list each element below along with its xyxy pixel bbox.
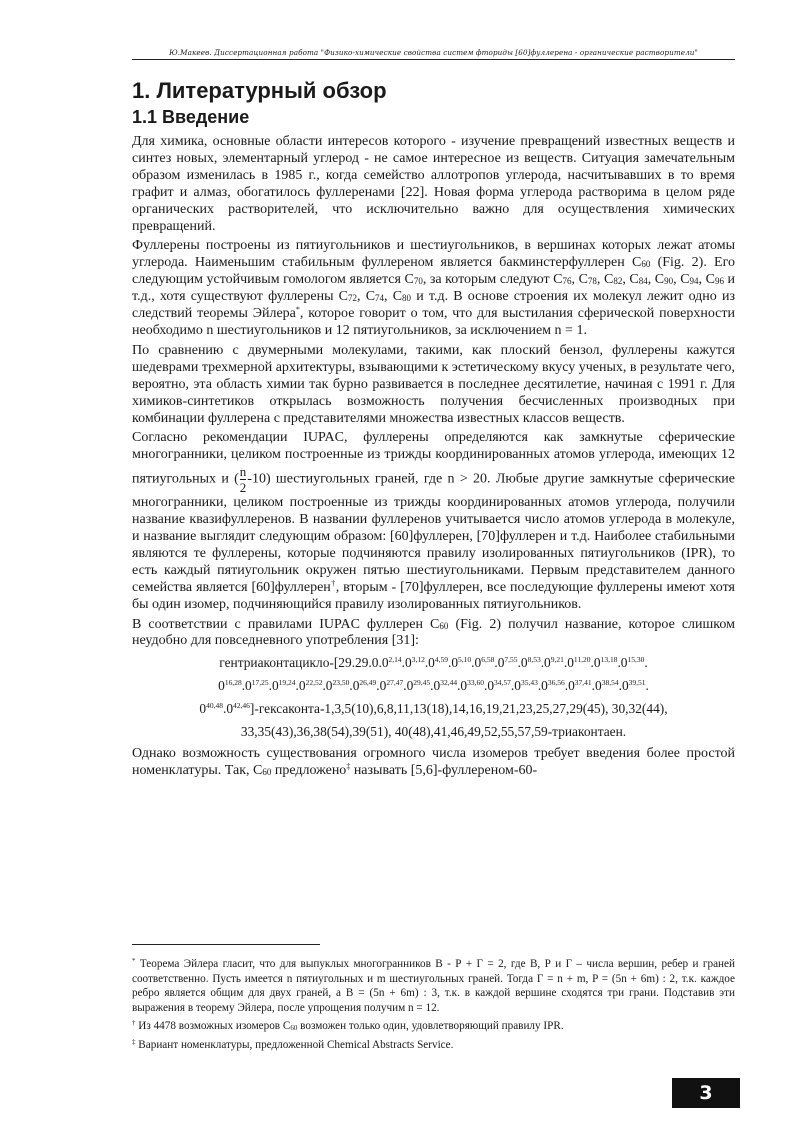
footnote-1: * Теорема Эйлера гласит, что для выпуклых многогранников В - Р + Г = 2, где В, Р и Г – числа вершин, ребер и граней соответственно. Пусть имеется n пятиугольных и m шестиугольных граней. Тогда Г = n + m, P = (5n + 6m) : 2, т.к. каждое ребро является общим для двух граней, а В = (5n + 6m) : 3, т.к. в каждой вершине сходятся три грани. Подставив эти выражения в теорему Эйлера, после упрощения получим n = 12. xyxy=(132,957,735,1014)
formula-line-1: гентриаконтацикло-[29.29.0.0$^{2,14}$.0$^{3,12}$.0$^{4,59}$.0$^{5,10}$.0$^{6,58}$.0$^{7,55}$.0$^{8,53}$.0$^{9,21}$.0$^{11,20}$.0$^{13,18}$.0$^{15,30}$. xyxy=(219,655,648,671)
running-header: Ю.Макеев. Диссертационная работа "Физико-химические свойства систем фториды [60]фуллерена - органические растворители" xyxy=(169,48,698,57)
footnote-mark-1: * xyxy=(295,305,300,315)
paragraph-2: Фуллерены построены из пятиугольников и шестиугольников, в вершинах которых лежат атомы углерода. Наименьшим стабильным фуллереном является бакминстерфуллерен $C_{60}$ (Fig. 2). Его следующим устойчивым гомологом является $C_{70}$, за которым следуют $C_{76}$, $C_{78}$, $C_{82}$, $C_{84}$, $C_{90}$, $C_{94}$, $C_{96}$ и т.д., хотя существуют фуллерены $C_{72}$, $C_{74}$, $C_{80}$ и т.д. В основе строения их молекул лежит одно из следствий теоремы Эйлера*, которое говорит о том, что для выстилания сферической поверхности необходимо n шестиугольников и 12 пятиугольников, за исключением n = 1. xyxy=(132,238,735,338)
formula-line-4: 33,35(43),36,38(54),39(51), 40(48),41,46,49,52,55,57,59-триаконтаен. xyxy=(240,724,627,740)
footnote-3: ‡ Вариант номенклатуры, предложенной Chemical Abstracts Service. xyxy=(132,1037,454,1051)
subsection-title: 1.1 Введение xyxy=(132,107,250,127)
section-title: 1. Литературный обзор xyxy=(132,78,387,103)
paragraph-1: Для химика, основные области интересов которого - изучение превращений известных веществ и синтез новых, элементарный углерод - не самое интересное из веществ. Ситуация замечательным образом изменилась в 1985 г., когда семейство аллотропов углерода, насчитывавших в то время графит и алмаз, обогатилось фуллеренами [22]. Новая форма углерода растворима в целом ряде органических растворителей, что исключительно важно для осуществления химических превращений. xyxy=(132,134,735,234)
paragraph-5: В соответствии с правилами IUPAC фуллерен $C_{60}$ (Fig. 2) получил название, которое слишком неудобно для повседневного употребления [31]: xyxy=(132,616,735,649)
footnotes xyxy=(132,957,735,1057)
iupac-formula xyxy=(132,653,735,742)
paragraph-3: По сравнению с двумерными молекулами, такими, как плоский бензол, фуллерены кажутся шедеврами трехмерной архитектуры, взывающими к эстетическому вкусу ученых, в результате чего, вероятно, эта область химии так бурно развивается в последнее десятилетие, начиная с 1991 г. Для химиков-синтетиков открылась возможность получения бесчисленных производных при комбинации фуллерена с представителями множества известных классов веществ. xyxy=(132,342,735,426)
footnote-mark-3: ‡ xyxy=(346,762,351,772)
footnote-rule xyxy=(132,944,320,945)
header-rule xyxy=(132,59,735,60)
footnote-2: † Из 4478 возможных изомеров $C_{60}$ возможен только один, удовлетворяющий правилу IPR. xyxy=(132,1019,564,1033)
footnote-mark-2: † xyxy=(330,578,336,588)
body-text xyxy=(132,134,735,783)
formula-line-2: 0$^{16,28}$.0$^{17,25}$.0$^{19,24}$.0$^{22,52}$.0$^{23,50}$.0$^{26,49}$.0$^{27,47}$.0$^{29,45}$.0$^{32,44}$.0$^{33,60}$.0$^{34,57}$.0$^{35,43}$.0$^{36,56}$.0$^{37,41}$.0$^{38,54}$.0$^{39,51}$. xyxy=(218,678,649,694)
page-number: 3 xyxy=(672,1078,740,1108)
paragraph-4: Согласно рекомендации IUPAC, фуллерены определяются как замкнутые сферические многогранники, целиком построенные из трижды координированных атомов углерода, имеющих 12 пятиугольных и ( $\frac{n}{2}$ -10) шестиугольных граней, где n > 20. Любые другие замкнутые сферические многогранники, целиком построенные из трижды координированных атомов углерода, получили название квазифуллеренов. В названии фуллеренов учитывается число атомов углерода в молекуле, и название выглядит следующим образом: [60]фуллерен, [70]фуллерен и т.д. Наиболее стабильными являются те фуллерены, которые подчиняются правилу изолированных пятиугольников (IPR), то есть каждый пятиугольник окружен пятью шестиугольниками. Первым представителем данного семейства является [60]фуллерен†, вторым - [70]фуллерен, все последующие фуллерены имеют хотя бы один изомер, подчиняющийся правилу изолированных пятиугольников. xyxy=(132,430,735,612)
formula-line-3: 0$^{40,48}$.0$^{42,46}$]-гексаконта-1,3,5(10),6,8,11,13(18),14,16,19,21,23,25,27,29(45), 30,32(44), xyxy=(199,701,668,717)
fraction-n-over-2: $\frac{n}{2}$ xyxy=(239,464,247,496)
paragraph-6: Однако возможность существования огромного числа изомеров требует введения более простой номенклатуры. Так, $C_{60}$ предложено‡ называть [5,6]-фуллереном-60- xyxy=(132,746,735,779)
